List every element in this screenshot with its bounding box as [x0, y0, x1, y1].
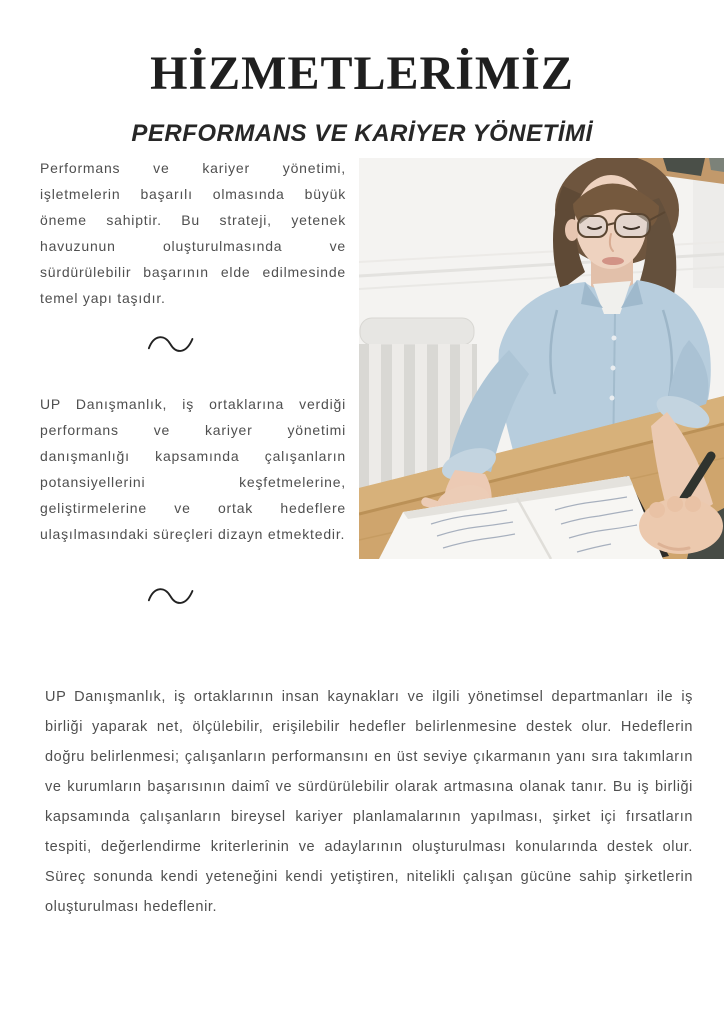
page-title: HİZMETLERİMİZ [150, 47, 574, 101]
intro-paragraph: Performans ve kariyer yönetimi, işletmelerin başarılı olmasında büyük öneme sahiptir. Bu strateji, yetenek havuzunun oluşturulmasında ve sürdürülebilir başarının elde edilmesinde temel yapı taşıdır. [40, 160, 346, 306]
left-text-column [40, 155, 346, 613]
wave-divider-icon [146, 579, 196, 613]
details-paragraph: UP Danışmanlık, iş ortaklarının insan kaynakları ve ilgili yönetimsel departmanları ile iş birliği yaparak net, ölçülebilir, erişilebilir hedefler belirlenmesine destek olur. Hedeflerin doğru belirlenmesi; çalışanların performansını en üst seviye çıkarmanın yanı sıra takımların ve kurumların başarısının daimî ve sürdürülebilir olarak artmasına olanak tanır. Bu iş birliği kapsamında çalışanların bireysel kariyer planlamalarının yapılması, şirket içi fırsatların tespiti, değerlendirme kriterlerinin ve adaylarının oluşturulması konularında destek olur. Süreç sonunda kendi yeteneğini kendi yetiştiren, nitelikli çalışan gücüne sahip şirketlerin oluşturulması hedeflenir. [45, 689, 693, 915]
wave-divider-icon [146, 327, 196, 361]
services-paragraph: UP Danışmanlık, iş ortaklarına verdiği performans ve kariyer yönetimi danışmanlığı kapsamında çalışanların potansiyellerini keşfetmelerine, geliştirmelerine ve ortak hedeflere ulaşılmasındaki süreçleri dizayn etmektedir. [40, 396, 346, 542]
page-subtitle: PERFORMANS VE KARİYER YÖNETİMİ [131, 119, 593, 147]
woman-writing-photo [359, 158, 724, 559]
